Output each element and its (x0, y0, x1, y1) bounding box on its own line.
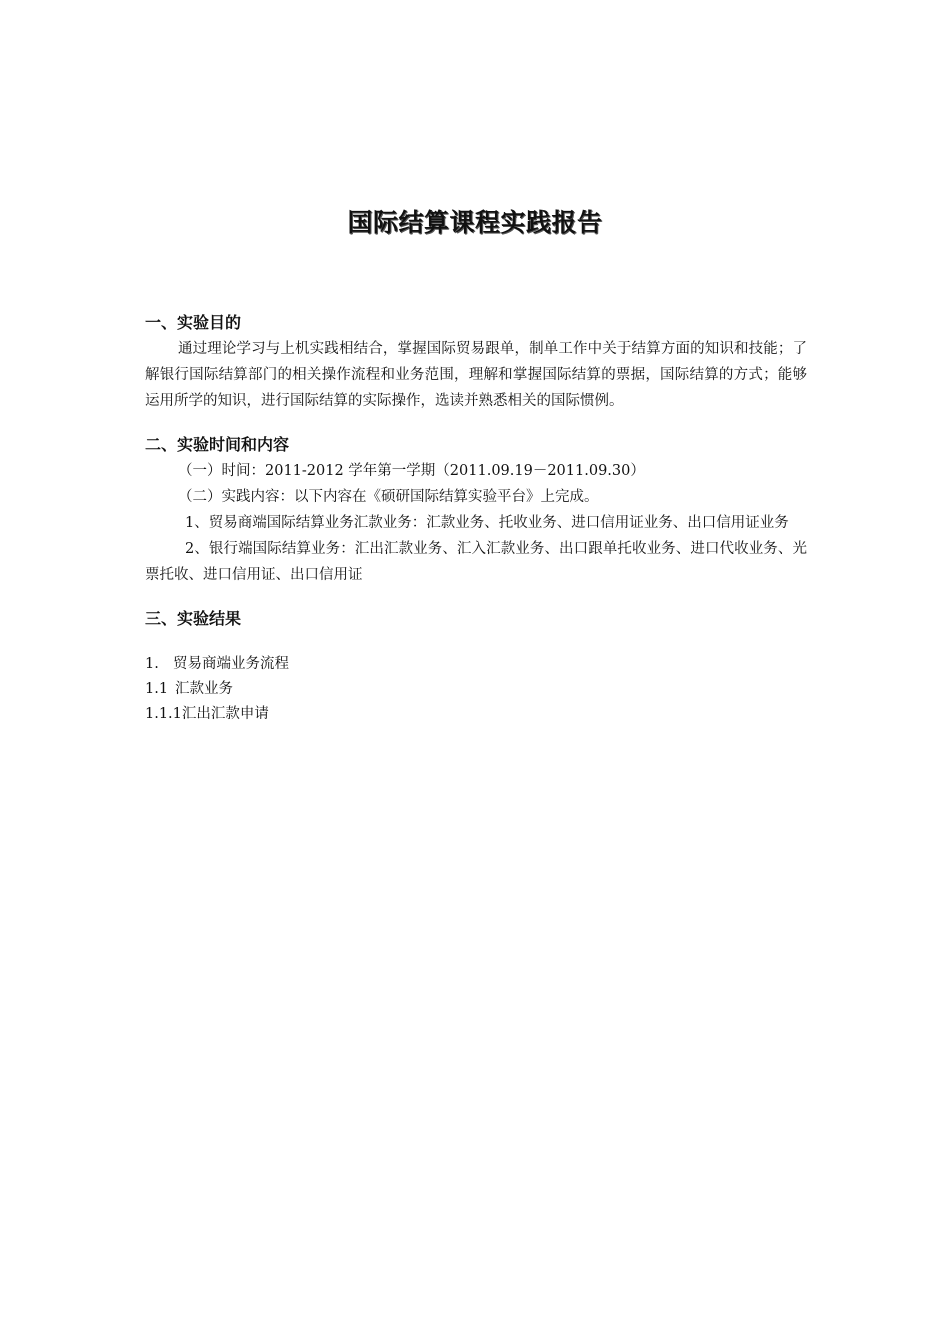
list-item-number: 1. (145, 656, 159, 672)
list-item-text: 汇款业务 (175, 681, 233, 697)
document-body (145, 310, 807, 727)
section-heading-results: 三、实验结果 (145, 609, 242, 628)
list-item-number: 1.1.1 (145, 706, 182, 722)
list-item-text: 贸易商端业务流程 (173, 656, 289, 672)
list-item-text: 汇出汇款申请 (181, 706, 269, 722)
list-item (145, 677, 807, 702)
list-item-number: 1.1 (145, 681, 169, 697)
content-line: （二）实践内容：以下内容在《硕研国际结算实验平台》上完成。 (178, 489, 599, 505)
content-item-bank: 2、银行端国际结算业务：汇出汇款业务、汇入汇款业务、出口跟单托收业务、进口代收业务、光票托收、进口信用证、出口信用证 (145, 541, 807, 583)
section-heading-time-content: 二、实验时间和内容 (145, 435, 290, 454)
list-item (145, 652, 807, 677)
purpose-paragraph: 通过理论学习与上机实践相结合，掌握国际贸易跟单，制单工作中关于结算方面的知识和技能；了解银行国际结算部门的相关操作流程和业务范围，理解和掌握国际结算的票据，国际结算的方式；能够运用所学的知识，进行国际结算的实际操作，选读并熟悉相关的国际惯例。 (145, 341, 807, 409)
time-line: （一）时间：2011-2012 学年第一学期（2011.09.19－2011.09.30） (178, 463, 645, 479)
document-title: 国际结算课程实践报告 (347, 208, 603, 237)
section-heading-purpose: 一、实验目的 (145, 313, 242, 332)
list-item (145, 702, 807, 727)
content-item-trader: 1、贸易商端国际结算业务汇款业务：汇款业务、托收业务、进口信用证业务、出口信用证业务 (185, 515, 789, 531)
